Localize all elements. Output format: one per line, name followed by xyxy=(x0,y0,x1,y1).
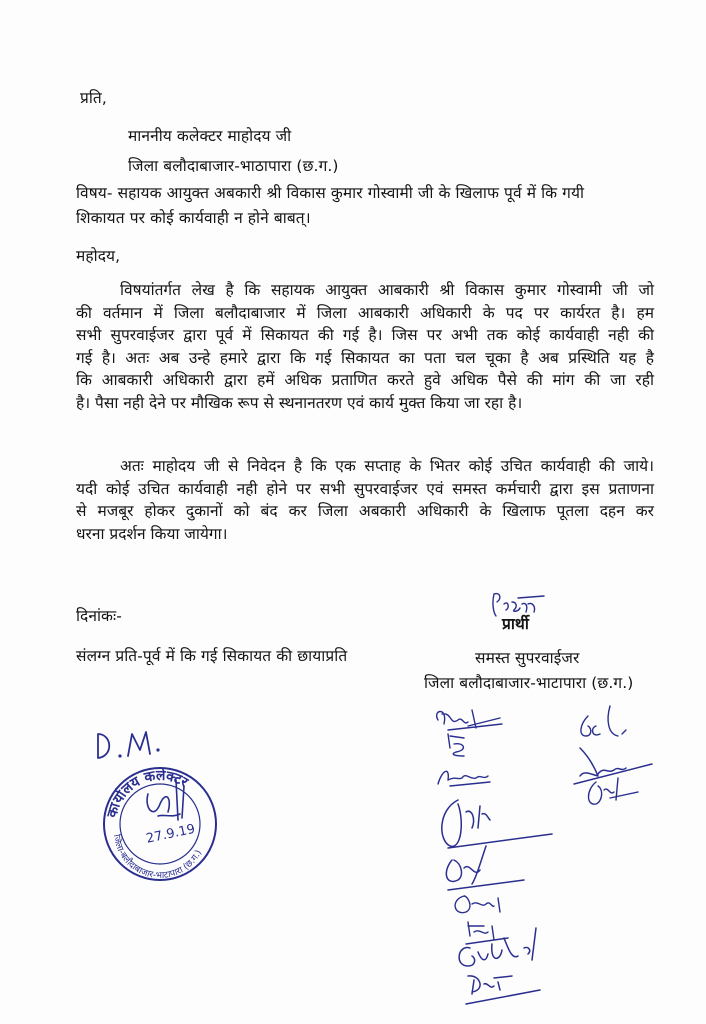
collector-office-stamp xyxy=(88,728,238,888)
signature xyxy=(448,734,464,756)
signature xyxy=(589,778,639,804)
signature xyxy=(581,706,626,736)
dm-note-d xyxy=(98,734,109,758)
paragraph-2-line: अतः माहोदय जी से निवेदन है कि एक सप्ताह के भितर कोई उचित कार्यवाही की जाये। xyxy=(120,457,654,475)
signatory-line2: जिला बलौदाबाजार-भाटापारा (छ.ग.) xyxy=(424,674,634,692)
signature xyxy=(442,800,552,848)
greeting: महोदय, xyxy=(76,247,121,265)
paragraph-1-line: गई है। अतः अब उन्हे हमारे द्वारा कि गई सिकायत का पता चल चूका है अब प्रस्थिति यह है xyxy=(76,348,654,367)
paragraph-1 xyxy=(76,279,654,414)
dm-note-m xyxy=(128,732,150,756)
paragraph-1-line: कि आबकारी अधिकारी द्वारा हमें अधिक प्रताणित करते हुवे अधिक पैसे की मांग की जा रही xyxy=(76,371,654,389)
subject-line2: शिकायत पर कोई कार्यवाही न होने बाबत्। xyxy=(76,209,311,227)
salutation-to: प्रति, xyxy=(80,89,107,107)
paragraph-1-line: विषयांतर्गत लेख है कि सहायक आयुक्त आबकारी श्री विकास कुमार गोस्वामी जी जो xyxy=(120,281,654,299)
stamp-date: 27.9.19 xyxy=(144,821,197,847)
addressee-line1: माननीय कलेक्टर माहोदय जी xyxy=(128,127,292,145)
paragraph-2-line: से मजबूर होकर दुकानों को बंद कर जिला अबकारी अधिकारी के खिलाफ पूतला दहन कर xyxy=(76,502,654,520)
signature xyxy=(574,748,652,784)
signature xyxy=(466,976,540,1004)
enclosure-note: संलग्न प्रति-पूर्व में कि गई सिकायत की छायाप्रति xyxy=(76,647,348,665)
signature xyxy=(437,710,502,730)
signature xyxy=(455,896,500,913)
date-label: दिनांकः- xyxy=(76,607,122,625)
signature xyxy=(438,771,490,786)
applicant-label: प्रार्थी xyxy=(502,615,529,633)
paragraph-1-line: सभी सुपरवाईजर द्वारा पूर्व में सिकायत की गई है। जिस पर अभी तक कोई कार्यवाही नही की xyxy=(76,326,654,344)
signature xyxy=(466,922,508,944)
stamp-top-text: कार्यालय कलेक्टर xyxy=(104,767,191,820)
signatory-line1: समस्त सुपरवाईजर xyxy=(475,649,580,667)
supervisor-signatures-right xyxy=(570,700,680,820)
paragraph-2 xyxy=(76,455,654,545)
supervisor-signatures-left xyxy=(428,700,578,1020)
paragraph-2-line: धरना प्रदर्शन किया जायेगा। xyxy=(76,524,228,543)
signature xyxy=(446,846,524,890)
stamp-bottom-text: जिला-बलौदाबाजार-भाटापारा (छ.ग.) xyxy=(110,833,205,882)
subject-line1: विषय- सहायक आयुक्त अबकारी श्री विकास कुमार गोस्वामी जी के खिलाफ पूर्व में कि गयी xyxy=(76,184,585,202)
paragraph-1-line: है। पैसा नही देने पर मौखिक रूप से स्थनानतरण एवं कार्य मुक्त किया जा रहा है। xyxy=(76,393,523,412)
paragraph-2-line: यदी कोई उचित कार्यवाही नही होने पर सभी सुपरवाईजर एवं समस्त कर्मचारी द्वारा इस प्रताणना xyxy=(76,479,654,498)
signature xyxy=(459,928,536,966)
addressee-line2: जिला बलौदाबाजार-भाठापारा (छ.ग.) xyxy=(128,157,339,175)
paragraph-1-line: की वर्तमान में जिला बलौदाबाजार में जिला आबकारी अधिकारी के पद पर कार्यरत है। हम xyxy=(76,303,654,322)
